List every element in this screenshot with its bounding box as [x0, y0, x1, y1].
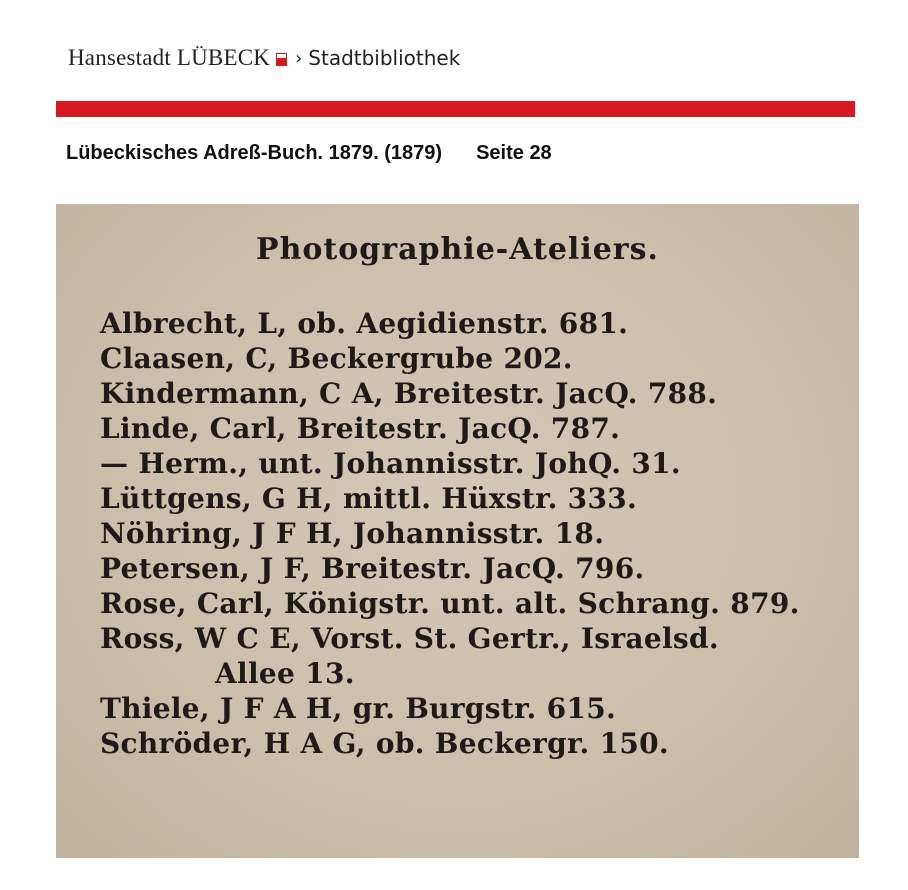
list-item: Lüttgens, G H, mittl. Hüxstr. 333. [100, 482, 638, 515]
header-divider-bar [56, 101, 855, 117]
list-item: Nöhring, J F H, Johannisstr. 18. [100, 517, 605, 550]
breadcrumb-stadtbibliothek[interactable]: Stadtbibliothek [308, 46, 461, 70]
list-item: Claasen, C, Beckergrube 202. [100, 342, 573, 375]
page-number: Seite 28 [476, 142, 552, 164]
document-title[interactable]: Lübeckisches Adreß-Buch. 1879. (1879) [66, 142, 443, 164]
list-item-continuation: Allee 13. [215, 657, 355, 690]
list-item: Schröder, H A G, ob. Beckergr. 150. [100, 727, 669, 760]
scan-heading: Photographie-Ateliers. [256, 232, 659, 267]
list-item: Linde, Carl, Breitestr. JacQ. 787. [100, 412, 621, 445]
site-header [68, 42, 460, 74]
scan-entry-list [100, 306, 849, 761]
list-item: Thiele, J F A H, gr. Burgstr. 615. [100, 692, 617, 725]
brand-name[interactable]: Hansestadt LÜBECK [68, 45, 271, 70]
document-title-row [66, 142, 552, 165]
list-item: Rose, Carl, Königstr. unt. alt. Schrang. 879. [100, 587, 800, 620]
scanned-page-image [56, 204, 859, 858]
list-item: — Herm., unt. Johannisstr. JohQ. 31. [100, 447, 681, 480]
list-item: Kindermann, C A, Breitestr. JacQ. 788. [100, 377, 718, 410]
luebeck-logo-icon [276, 53, 287, 66]
list-item: Albrecht, L, ob. Aegidienstr. 681. [100, 307, 629, 340]
list-item: Petersen, J F, Breitestr. JacQ. 796. [100, 552, 645, 585]
chevron-right-icon: › [295, 47, 303, 69]
list-item: Ross, W C E, Vorst. St. Gertr., Israelsd. [100, 622, 719, 655]
